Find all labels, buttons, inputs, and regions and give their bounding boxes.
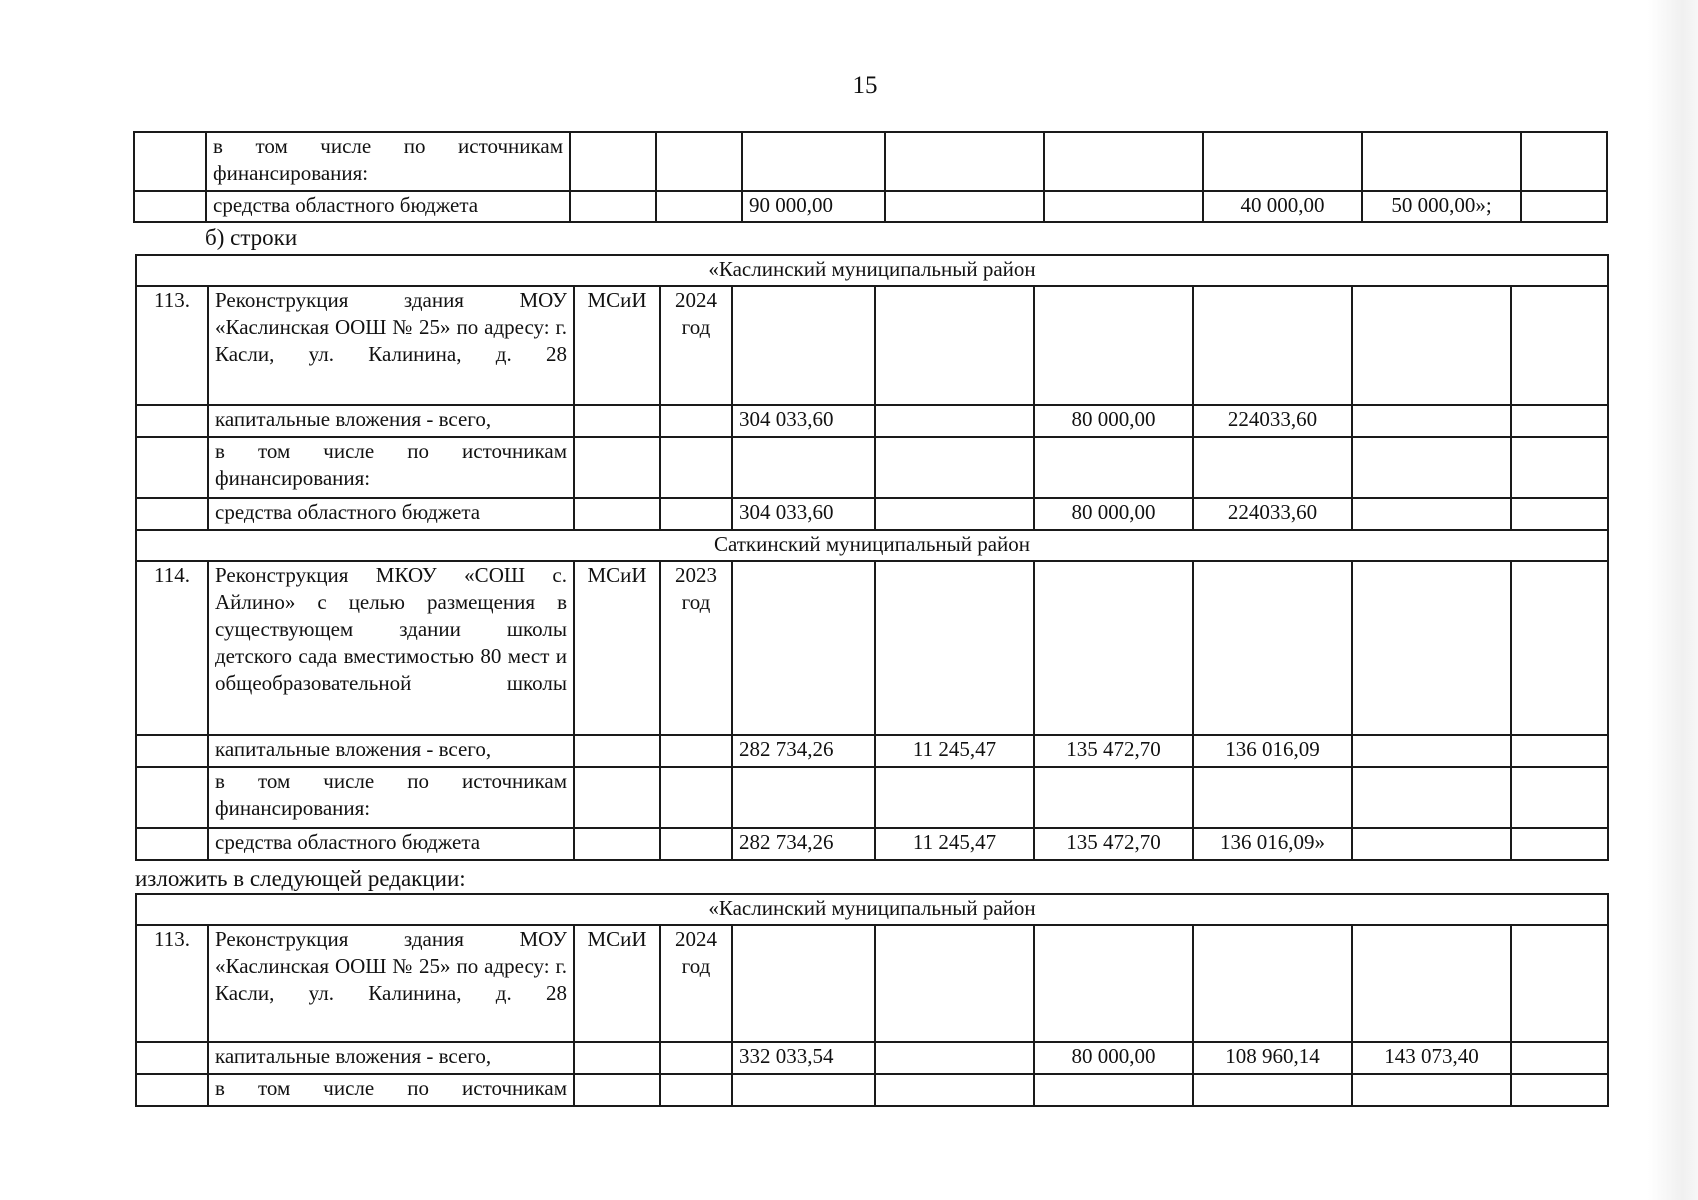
row-description: в том числе по источникам финансирования:: [206, 132, 570, 191]
value-cell: 304 033,60: [732, 498, 875, 530]
value-cell: 224033,60: [1193, 498, 1352, 530]
organization: МСиИ: [574, 925, 660, 1042]
table-row: [136, 1042, 1608, 1074]
row-description: капитальные вложения - всего,: [208, 1042, 574, 1074]
value-cell: 40 000,00: [1203, 191, 1362, 222]
row-description: в том числе по источникам: [208, 1074, 574, 1106]
row-number: 114.: [136, 561, 208, 735]
region-title: «Каслинский муниципальный район: [136, 255, 1608, 286]
row-description: капитальные вложения - всего,: [208, 735, 574, 767]
value-cell: 136 016,09: [1193, 735, 1352, 767]
region-title: «Каслинский муниципальный район: [136, 894, 1608, 925]
value-cell: 304 033,60: [732, 405, 875, 437]
project-row: [136, 561, 1608, 735]
year: 2023 год: [660, 561, 732, 735]
region-row: [136, 530, 1608, 561]
year: 2024 год: [660, 286, 732, 405]
project-row: [136, 925, 1608, 1042]
value-cell: 90 000,00: [742, 191, 885, 222]
row-number: 113.: [136, 286, 208, 405]
project-row: [136, 286, 1608, 405]
table-row: [134, 132, 1607, 191]
region-title: Саткинский муниципальный район: [136, 530, 1608, 561]
value-cell: 108 960,14: [1193, 1042, 1352, 1074]
table-row: [136, 405, 1608, 437]
row-number: 113.: [136, 925, 208, 1042]
table-row: [136, 498, 1608, 530]
row-description: в том числе по источникам финансирования:: [208, 767, 574, 828]
table-row: [136, 1074, 1608, 1106]
value-cell: 282 734,26: [732, 735, 875, 767]
value-cell: 135 472,70: [1034, 735, 1193, 767]
table-old-rows: [135, 254, 1609, 861]
table-row: [136, 767, 1608, 828]
value-cell: 11 245,47: [875, 828, 1034, 860]
value-cell: 136 016,09»: [1193, 828, 1352, 860]
caption-new-edition: изложить в следующей редакции:: [135, 866, 466, 891]
row-description: средства областного бюджета: [206, 191, 570, 222]
value-cell: 50 000,00»;: [1362, 191, 1521, 222]
value-cell: 282 734,26: [732, 828, 875, 860]
table-new-rows: [135, 893, 1609, 1107]
table-row: [136, 437, 1608, 498]
value-cell: 80 000,00: [1034, 498, 1193, 530]
table-previous-tail: [133, 131, 1608, 223]
value-cell: 332 033,54: [732, 1042, 875, 1074]
value-cell: 224033,60: [1193, 405, 1352, 437]
year: 2024 год: [660, 925, 732, 1042]
organization: МСиИ: [574, 561, 660, 735]
project-description: Реконструкция здания МОУ «Каслинская ООШ № 25» по адресу: г. Касли, ул. Калинина, д. 28: [208, 286, 574, 405]
value-cell: 11 245,47: [875, 735, 1034, 767]
region-row: [136, 894, 1608, 925]
row-description: в том числе по источникам финансирования:: [208, 437, 574, 498]
caption-rows: б) строки: [205, 225, 298, 250]
row-description: средства областного бюджета: [208, 828, 574, 860]
scan-edge: [1648, 0, 1698, 1200]
organization: МСиИ: [574, 286, 660, 405]
table-row: [134, 191, 1607, 222]
table-row: [136, 828, 1608, 860]
page-number: 15: [852, 72, 878, 99]
region-row: [136, 255, 1608, 286]
value-cell: 80 000,00: [1034, 1042, 1193, 1074]
table-row: [136, 735, 1608, 767]
row-description: капитальные вложения - всего,: [208, 405, 574, 437]
row-description: средства областного бюджета: [208, 498, 574, 530]
value-cell: 80 000,00: [1034, 405, 1193, 437]
value-cell: 143 073,40: [1352, 1042, 1511, 1074]
project-description: Реконструкция МКОУ «СОШ с. Айлино» с целью размещения в существующем здании школы детского сада вместимостью 80 мест и общеобразовательной школы: [208, 561, 574, 735]
project-description: Реконструкция здания МОУ «Каслинская ООШ № 25» по адресу: г. Касли, ул. Калинина, д. 28: [208, 925, 574, 1042]
num-cell: [134, 132, 206, 191]
value-cell: 135 472,70: [1034, 828, 1193, 860]
